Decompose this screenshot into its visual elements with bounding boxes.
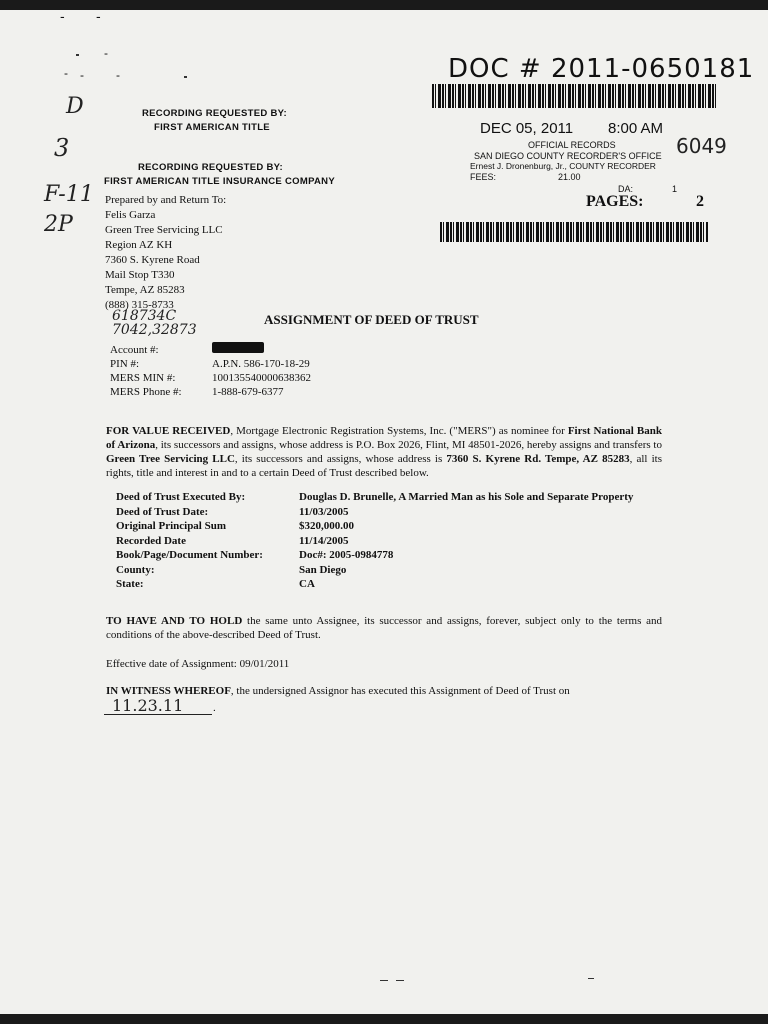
deed-details-table	[116, 490, 645, 592]
official-records: OFFICIAL RECORDS	[528, 140, 616, 150]
bold-phrase: Green Tree Servicing LLC	[106, 453, 235, 465]
margin-mark: -	[60, 10, 65, 24]
county-recorder: Ernest J. Dronenburg, Jr., COUNTY RECORDER	[470, 161, 656, 171]
deed-value: San Diego	[299, 563, 347, 576]
speck	[396, 980, 404, 981]
margin-mark: -	[116, 68, 120, 82]
deed-label: Original Principal Sum	[116, 520, 227, 532]
deed-label: Book/Page/Document Number:	[116, 549, 263, 561]
deed-label: State:	[116, 578, 144, 590]
da-label: DA:	[618, 184, 634, 194]
recording-requested-name: FIRST AMERICAN TITLE INSURANCE COMPANY	[104, 176, 335, 187]
deed-value: CA	[299, 578, 315, 590]
speck	[184, 76, 187, 78]
deed-label: County:	[116, 563, 155, 576]
barcode-top	[432, 84, 718, 108]
pages-value: 2	[696, 193, 704, 210]
document-title: ASSIGNMENT OF DEED OF TRUST	[264, 312, 479, 327]
barcode-bottom	[440, 222, 708, 242]
pin-label: PIN #:	[110, 358, 140, 370]
document-page	[0, 10, 768, 1014]
return-to-line: Region AZ KH	[105, 239, 173, 251]
return-to-line: Green Tree Servicing LLC	[105, 224, 223, 236]
period-mark: .	[213, 702, 216, 714]
bold-phrase: First National Bank of Arizona	[106, 425, 662, 451]
recorder-office: SAN DIEGO COUNTY RECORDER'S OFFICE	[474, 151, 662, 161]
execution-date-handwritten: 11.23.11	[112, 696, 184, 715]
handwritten-number: 6049	[676, 134, 727, 158]
return-to-line: 7360 S. Kyrene Road	[105, 254, 200, 266]
pin-value: A.P.N. 586-170-18-29	[212, 358, 310, 370]
handwritten-loan-number: 7042,32873	[112, 322, 197, 338]
deed-value: $320,000.00	[299, 520, 354, 532]
handwritten-loan-number: 618734C	[112, 308, 177, 324]
handwritten-note: 3	[54, 134, 70, 162]
bold-phrase: 7360 S. Kyrene Rd. Tempe, AZ 85283	[446, 453, 630, 465]
margin-mark: -	[64, 66, 68, 80]
habendum-paragraph: TO HAVE AND TO HOLD the same unto Assignee, its successor and assigns, forever, subject only to the terms and conditions of the above-described Deed of Trust.	[106, 615, 663, 641]
da-value: 1	[672, 184, 678, 194]
speck	[588, 978, 594, 979]
margin-mark: -	[80, 68, 84, 82]
deed-value: 11/14/2005	[299, 534, 349, 547]
return-to-line: (888) 315-8733	[105, 299, 174, 311]
bold-phrase: IN WITNESS WHEREOF	[106, 685, 231, 697]
mers-phone-value: 1-888-679-6377	[212, 386, 284, 398]
return-to-heading: Prepared by and Return To:	[105, 194, 227, 206]
deed-label: Recorded Date	[116, 534, 186, 547]
redaction-bar	[212, 342, 264, 353]
recording-requested-heading: RECORDING REQUESTED BY:	[138, 162, 284, 173]
record-date: DEC 05, 2011	[480, 120, 574, 137]
assignment-paragraph: FOR VALUE RECEIVED, Mortgage Electronic Registration Systems, Inc. ("MERS") as nominee for First National Bank of Arizona, its successors and assigns, whose address is P.O. Box 2026, Flint, MI 48501-2026, hereby assigns and transfers to Green Tree Servicing LLC, its successors and assigns, whose address is 7360 S. Kyrene Rd. Tempe, AZ 85283, all its rights, title and interest in and to a certain Deed of Trust described below.	[106, 425, 662, 479]
witness-paragraph: IN WITNESS WHEREOF, the undersigned Assignor has executed this Assignment of Deed of Trust on	[106, 685, 570, 697]
deed-value: 11/03/2005	[299, 505, 349, 518]
account-label: Account #:	[110, 344, 159, 356]
mers-min-value: 100135540000638362	[212, 372, 311, 384]
margin-mark: -	[104, 46, 108, 60]
margin-mark: -	[96, 10, 101, 24]
pages-label: PAGES:	[586, 193, 644, 210]
mers-min-label: MERS MIN #:	[110, 372, 176, 384]
mers-phone-label: MERS Phone #:	[110, 386, 182, 398]
deed-value: Douglas D. Brunelle, A Married Man as his Sole and Separate Property	[299, 491, 634, 503]
handwritten-note: 2P	[44, 212, 73, 237]
speck	[76, 54, 79, 56]
return-to-line: Mail Stop T330	[105, 269, 175, 281]
date-underline	[104, 714, 212, 715]
return-to-line: Tempe, AZ 85283	[105, 284, 185, 296]
deed-label: Deed of Trust Date:	[116, 505, 209, 518]
speck	[380, 980, 388, 981]
handwritten-note: F-11	[44, 182, 94, 207]
record-time: 8:00 AM	[608, 120, 664, 137]
bold-phrase: TO HAVE AND TO HOLD	[106, 615, 243, 627]
deed-value: Doc#: 2005-0984778	[299, 549, 394, 561]
handwritten-note: D	[66, 94, 84, 119]
effective-date: Effective date of Assignment: 09/01/2011	[106, 658, 290, 670]
recording-requested-name: FIRST AMERICAN TITLE	[154, 122, 270, 133]
document-number: DOC # 2011-0650181	[448, 54, 755, 84]
bold-phrase: FOR VALUE RECEIVED	[106, 425, 231, 437]
return-to-line: Felis Garza	[105, 209, 156, 221]
recording-requested-heading: RECORDING REQUESTED BY:	[142, 108, 288, 119]
deed-label: Deed of Trust Executed By:	[116, 491, 246, 503]
fees-label: FEES:	[470, 172, 497, 182]
fees-value: 21.00	[558, 172, 581, 182]
